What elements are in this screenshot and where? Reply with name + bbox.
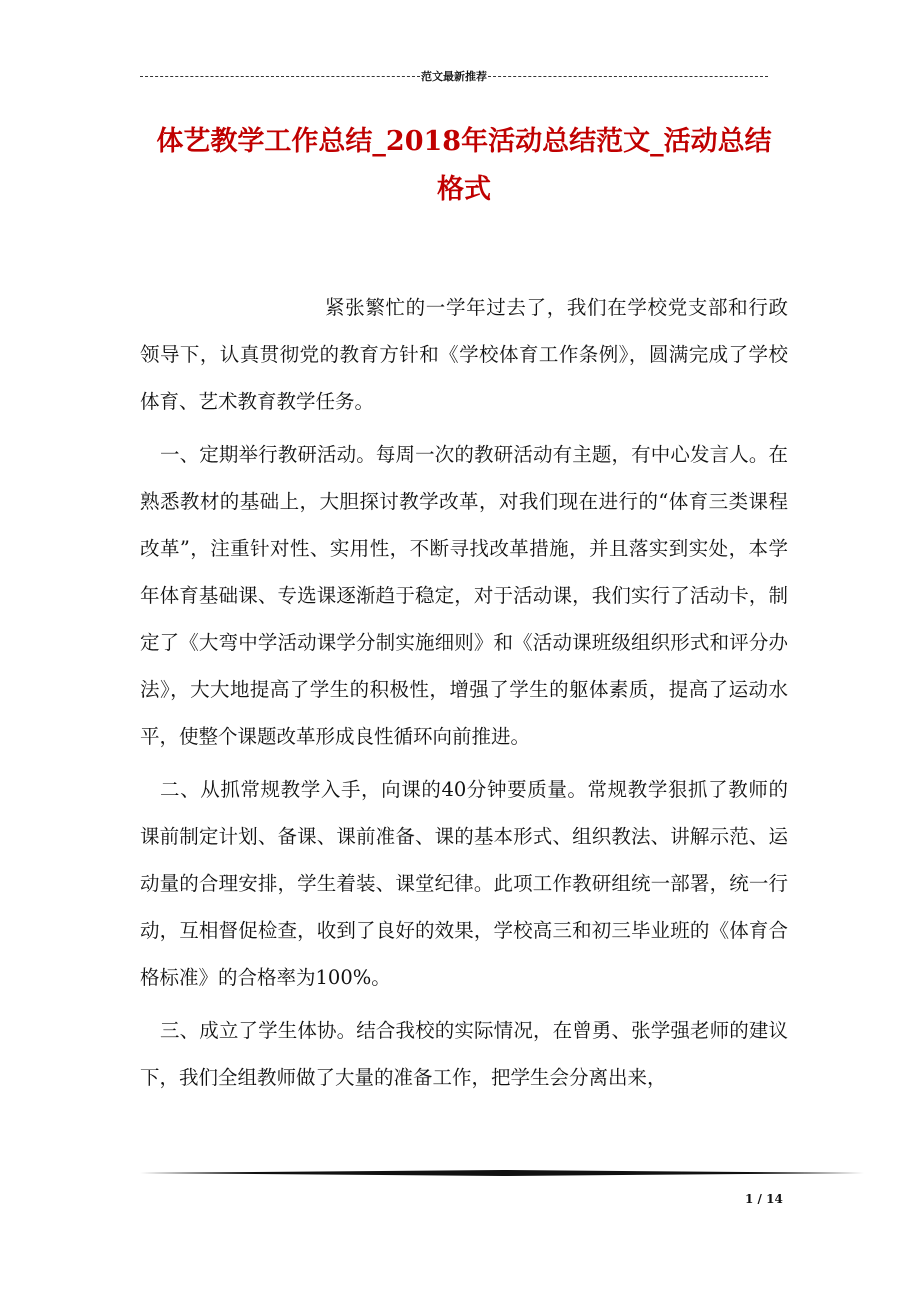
footer-divider bbox=[140, 1170, 864, 1176]
page-header bbox=[140, 66, 768, 86]
paragraph-section-2: 二、从抓常规教学入手，向课的40分钟要质量。常规教学狠抓了教师的课前制定计划、备课、课前准备、课的基本形式、组织教法、讲解示范、运动量的合理安排，学生着装、课堂纪律。此项工作教研组统一部署，统一行动，互相督促检查，收到了良好的效果，学校高三和初三毕业班的《体育合格标准》的合格率为100%。 bbox=[140, 778, 788, 989]
header-dashed-line-left bbox=[140, 76, 420, 77]
header-dashed-line-right bbox=[488, 76, 768, 77]
paragraph-section-3: 三、成立了学生体协。结合我校的实际情况，在曾勇、张学强老师的建议下，我们全组教师做了大量的准备工作，把学生会分离出来， bbox=[140, 1019, 788, 1089]
title-line-1: 体艺教学工作总结_2018年活动总结范文_活动总结 bbox=[156, 126, 772, 157]
paragraph-section-1: 一、定期举行教研活动。每周一次的教研活动有主题，有中心发言人。在熟悉教材的基础上，大胆探讨教学改革，对我们现在进行的“体育三类课程改革”，注重针对性、实用性，不断寻找改革措施，并且落实到实处，本学年体育基础课、专选课逐渐趋于稳定，对于活动课，我们实行了活动卡，制定了《大弯中学活动课学分制实施细则》和《活动课班级组织形式和评分办法》，大大地提高了学生的积极性，增强了学生的躯体素质，提高了运动水平，使整个课题改革形成良性循环向前推进。 bbox=[140, 443, 788, 748]
paragraph-intro: 紧张繁忙的一学年过去了，我们在学校党支部和行政领导下，认真贯彻党的教育方针和《学校体育工作条例》，圆满完成了学校体育、艺术教育教学任务。 bbox=[140, 296, 788, 413]
document-title bbox=[140, 118, 788, 214]
page-number: 1 / 14 bbox=[745, 1192, 783, 1206]
document-body bbox=[140, 284, 788, 1101]
header-label: 范文最新推荐 bbox=[421, 70, 487, 83]
title-line-2: 格式 bbox=[437, 174, 491, 205]
